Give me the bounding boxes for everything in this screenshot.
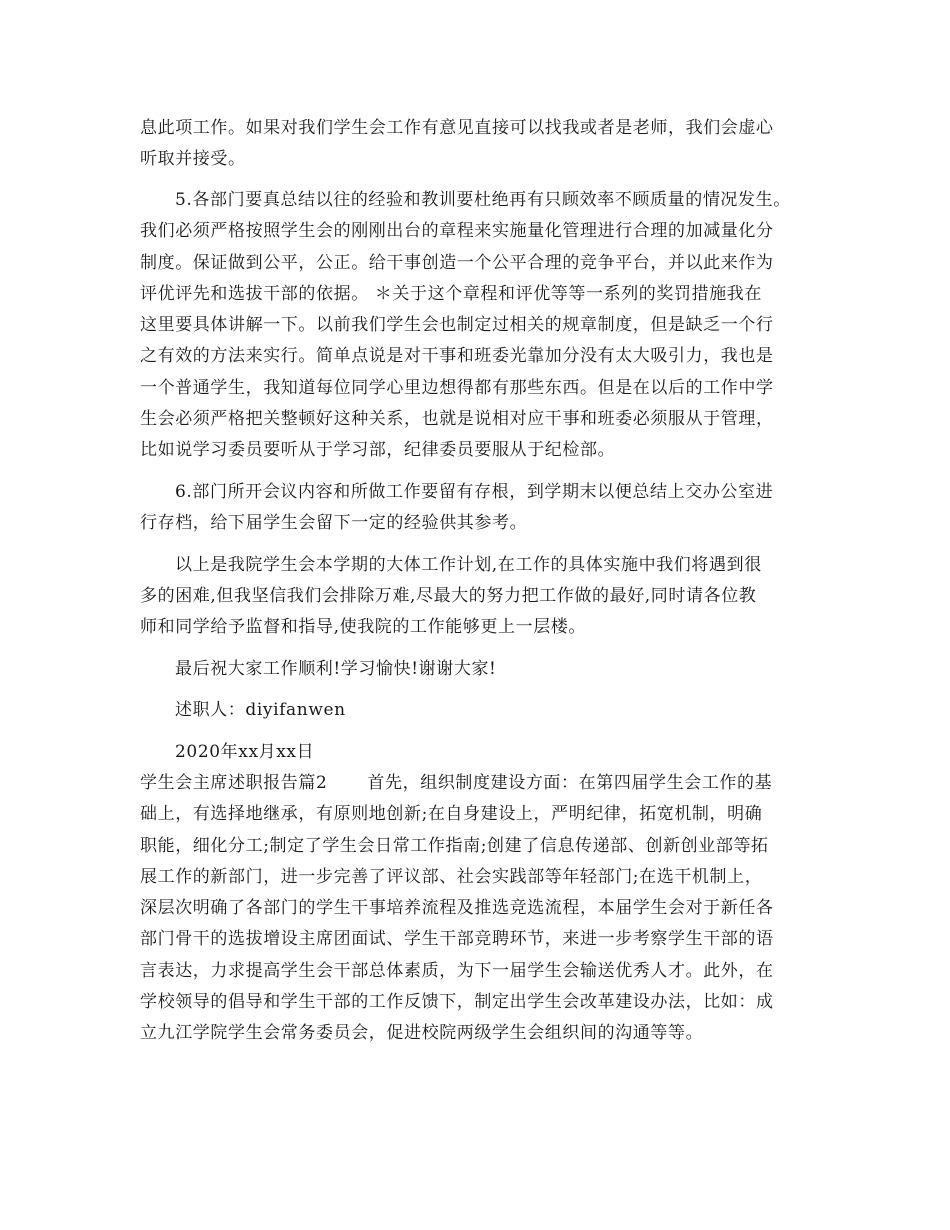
text-line: 听取并接受。: [140, 149, 246, 169]
text-line: 述职人：diyifanwen: [175, 700, 346, 720]
text-line: 息此项工作。如果对我们学生会工作有意见直接可以找我或者是老师，我们会虚心: [140, 118, 774, 138]
text-line: 6.部门所开会议内容和所做工作要留有存根，到学期末以便总结上交办公室进: [175, 482, 774, 502]
text-line: 师和同学给予监督和指导,使我院的工作能够更上一层楼。: [140, 617, 587, 637]
text-line: 部门骨干的选拔增设主席团面试、学生干部竞聘环节，来进一步考察学生干部的语: [140, 929, 774, 949]
text-line: 言表达，力求提高学生会干部总体素质，为下一届学生会输送优秀人才。此外，在: [140, 961, 774, 981]
text-line: 深层次明确了各部门的学生干事培养流程及推选竞选流程，本届学生会对于新任各: [140, 898, 774, 918]
text-line: 多的困难,但我坚信我们会排除万难,尽最大的努力把工作做的最好,同时请各位教: [140, 586, 757, 606]
text-line: 立九江学院学生会常务委员会，促进校院两级学生会组织间的沟通等等。: [140, 1023, 704, 1043]
text-line: 职能，细化分工;制定了学生会日常工作指南;创建了信息传递部、创新创业部等拓: [140, 836, 769, 856]
text-line: 展工作的新部门，进一步完善了评议部、社会实践部等年轻部门;在选干机制上，: [140, 867, 763, 887]
text-line: 行存档，给下届学生会留下一定的经验供其参考。: [140, 513, 528, 533]
text-line: 础上，有选择地继承，有原则地创新;在自身建设上，严明纪律，拓宽机制，明确: [140, 804, 763, 824]
text-line: 之有效的方法来实行。简单点说是对干事和班委光靠加分没有太大吸引力，我也是: [140, 346, 774, 366]
text-line: 制度。保证做到公平，公正。给干事创造一个公平合理的竞争平台，并以此来作为: [140, 253, 774, 273]
text-line: 一个普通学生，我知道每位同学心里边想得都有那些东西。但是在以后的工作中学: [140, 378, 774, 398]
text-line: 生会必须严格把关整顿好这种关系，也就是说相对应干事和班委必须服从于管理，: [140, 409, 774, 429]
text-line: 这里要具体讲解一下。以前我们学生会也制定过相关的规章制度，但是缺乏一个行: [140, 315, 774, 335]
section-title: 学生会主席述职报告篇2: [140, 773, 328, 793]
section-first-line: 首先，组织制度建设方面：在第四届学生会工作的基: [367, 773, 773, 793]
text-line: 我们必须严格按照学生会的刚刚出台的章程来实施量化管理进行合理的加减量化分: [140, 221, 774, 241]
text-line: 学校领导的倡导和学生干部的工作反馈下，制定出学生会改革建设办法，比如：成: [140, 992, 774, 1012]
text-line: 以上是我院学生会本学期的大体工作计划,在工作的具体实施中我们将遇到很: [175, 555, 762, 575]
text-line: 5.各部门要真总结以往的经验和教训要杜绝再有只顾效率不顾质量的情况发生。: [175, 190, 791, 210]
text-line: 评优评先和选拔干部的依据。 ＊关于这个章程和评优等等一系列的奖罚措施我在: [140, 284, 763, 304]
text-line: 最后祝大家工作顺利!学习愉快!谢谢大家!: [175, 659, 497, 679]
text-line: 比如说学习委员要听从于学习部，纪律委员要服从于纪检部。: [140, 440, 616, 460]
text-line: 2020年xx月xx日: [175, 742, 315, 762]
section-heading-line: [140, 768, 772, 798]
